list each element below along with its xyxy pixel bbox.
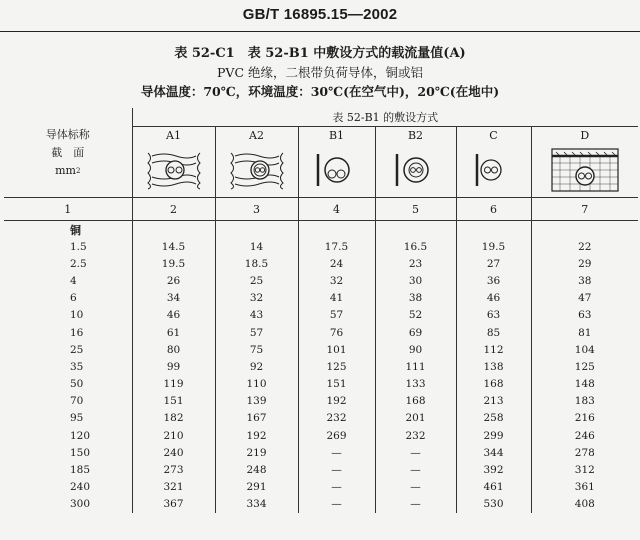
column-number-row bbox=[4, 198, 638, 221]
conductor-size-cell: 6 bbox=[70, 292, 77, 305]
ampacity-value-cell: 168 bbox=[456, 376, 531, 393]
column-number: 6 bbox=[456, 198, 531, 221]
ampacity-value-cell: 43 bbox=[215, 307, 298, 324]
conductor-size-cell: 25 bbox=[70, 343, 84, 356]
table-row bbox=[4, 444, 638, 461]
method-label-d: D bbox=[531, 127, 638, 144]
method-d-icon bbox=[550, 147, 620, 193]
ampacity-value-cell: 92 bbox=[215, 358, 298, 375]
ampacity-value-cell: 258 bbox=[456, 410, 531, 427]
ampacity-value-cell: — bbox=[375, 479, 456, 496]
ampacity-value-cell: 32 bbox=[298, 272, 375, 289]
ampacity-value-cell: 125 bbox=[298, 358, 375, 375]
ampacity-value-cell: 38 bbox=[531, 272, 638, 289]
ampacity-value-cell: 14 bbox=[215, 238, 298, 255]
ampacity-value-cell: 17.5 bbox=[298, 238, 375, 255]
ampacity-value-cell: 112 bbox=[456, 341, 531, 358]
ampacity-value-cell: 151 bbox=[132, 393, 215, 410]
ampacity-value-cell: 57 bbox=[298, 307, 375, 324]
ampacity-value-cell: 138 bbox=[456, 358, 531, 375]
ampacity-value-cell: 168 bbox=[375, 393, 456, 410]
method-label-a1: A1 bbox=[132, 127, 215, 144]
method-d-cell bbox=[531, 143, 638, 198]
table-row bbox=[4, 496, 638, 513]
ampacity-value-cell: 29 bbox=[531, 255, 638, 272]
ampacity-value-cell: 216 bbox=[531, 410, 638, 427]
section-row-copper bbox=[4, 221, 638, 239]
column-number: 4 bbox=[298, 198, 375, 221]
ampacity-value-cell: 392 bbox=[456, 461, 531, 478]
conductor-size-cell: 185 bbox=[70, 464, 91, 477]
ampacity-value-cell: 119 bbox=[132, 376, 215, 393]
ampacity-value-cell: 240 bbox=[132, 444, 215, 461]
ampacity-value-cell: 57 bbox=[215, 324, 298, 341]
ampacity-value-cell: 461 bbox=[456, 479, 531, 496]
table-row bbox=[4, 307, 638, 324]
ampacity-value-cell: 291 bbox=[215, 479, 298, 496]
conductor-size-cell: 300 bbox=[70, 498, 91, 511]
ampacity-value-cell: 81 bbox=[531, 324, 638, 341]
size-header-line1: 导体标称 bbox=[45, 127, 90, 141]
table-row bbox=[4, 393, 638, 410]
ampacity-value-cell: 232 bbox=[375, 427, 456, 444]
ampacity-value-cell: 278 bbox=[531, 444, 638, 461]
table-row bbox=[4, 410, 638, 427]
ampacity-value-cell: 61 bbox=[132, 324, 215, 341]
table-row bbox=[4, 272, 638, 289]
ampacity-value-cell: 334 bbox=[215, 496, 298, 513]
ampacity-value-cell: 232 bbox=[298, 410, 375, 427]
ampacity-value-cell: 210 bbox=[132, 427, 215, 444]
ampacity-value-cell: 273 bbox=[132, 461, 215, 478]
conductor-size-cell: 2.5 bbox=[70, 257, 87, 270]
conductor-size-cell: 50 bbox=[70, 378, 84, 391]
ampacity-value-cell: 133 bbox=[375, 376, 456, 393]
ampacity-value-cell: 101 bbox=[298, 341, 375, 358]
ampacity-value-cell: 52 bbox=[375, 307, 456, 324]
ampacity-value-cell: — bbox=[298, 461, 375, 478]
ampacity-value-cell: 192 bbox=[298, 393, 375, 410]
table-row bbox=[4, 341, 638, 358]
method-a2-icon bbox=[227, 150, 287, 190]
ampacity-value-cell: 34 bbox=[132, 290, 215, 307]
ampacity-value-cell: 63 bbox=[531, 307, 638, 324]
table-conditions: 导体温度：70℃，环境温度：30℃(在空气中)，20℃(在地中) bbox=[140, 84, 500, 99]
ampacity-value-cell: 213 bbox=[456, 393, 531, 410]
ampacity-value-cell: 111 bbox=[375, 358, 456, 375]
method-b2-icon bbox=[391, 150, 441, 190]
ampacity-value-cell: 24 bbox=[298, 255, 375, 272]
ampacity-value-cell: 25 bbox=[215, 272, 298, 289]
conductor-size-cell: 4 bbox=[70, 274, 77, 287]
table-row bbox=[4, 479, 638, 496]
ampacity-value-cell: 248 bbox=[215, 461, 298, 478]
conductor-size-cell: 1.5 bbox=[70, 240, 87, 253]
ampacity-value-cell: 46 bbox=[132, 307, 215, 324]
ampacity-value-cell: 246 bbox=[531, 427, 638, 444]
ampacity-value-cell: 14.5 bbox=[132, 238, 215, 255]
ampacity-value-cell: 148 bbox=[531, 376, 638, 393]
ampacity-value-cell: 182 bbox=[132, 410, 215, 427]
ampacity-value-cell: 90 bbox=[375, 341, 456, 358]
ampacity-value-cell: 104 bbox=[531, 341, 638, 358]
ampacity-value-cell: 85 bbox=[456, 324, 531, 341]
ampacity-value-cell: 344 bbox=[456, 444, 531, 461]
column-number: 1 bbox=[4, 198, 132, 221]
ampacity-value-cell: — bbox=[375, 461, 456, 478]
conductor-size-cell: 240 bbox=[70, 481, 91, 494]
ampacity-value-cell: 269 bbox=[298, 427, 375, 444]
section-label-copper: 铜 bbox=[70, 223, 81, 237]
table-subtitle: PVC 绝缘，二根带负荷导体，铜或铝 bbox=[217, 65, 423, 80]
ampacity-value-cell: 139 bbox=[215, 393, 298, 410]
ampacity-value-cell: — bbox=[298, 444, 375, 461]
ampacity-value-cell: 361 bbox=[531, 479, 638, 496]
ampacity-value-cell: 167 bbox=[215, 410, 298, 427]
method-label-c: C bbox=[456, 127, 531, 144]
method-group-header: 表 52-B1 的敷设方式 bbox=[132, 108, 638, 127]
ampacity-value-cell: 19.5 bbox=[132, 255, 215, 272]
table-title: 表 52-C1 表 52-B1 中敷设方式的载流量值(A) bbox=[174, 46, 466, 61]
ampacity-value-cell: 76 bbox=[298, 324, 375, 341]
ampacity-value-cell: 80 bbox=[132, 341, 215, 358]
table-row bbox=[4, 358, 638, 375]
ampacity-value-cell: 151 bbox=[298, 376, 375, 393]
method-c-icon bbox=[469, 150, 519, 190]
ampacity-value-cell: 30 bbox=[375, 272, 456, 289]
ampacity-table bbox=[4, 108, 638, 513]
ampacity-value-cell: 219 bbox=[215, 444, 298, 461]
ampacity-value-cell: 38 bbox=[375, 290, 456, 307]
conductor-size-cell: 95 bbox=[70, 412, 84, 425]
ampacity-value-cell: 321 bbox=[132, 479, 215, 496]
size-column-header bbox=[4, 108, 132, 198]
ampacity-value-cell: 183 bbox=[531, 393, 638, 410]
table-row bbox=[4, 255, 638, 272]
conductor-size-cell: 150 bbox=[70, 446, 91, 459]
size-header-line2: 截 面 bbox=[51, 145, 85, 159]
ampacity-value-cell: 22 bbox=[531, 238, 638, 255]
ampacity-value-cell: — bbox=[298, 496, 375, 513]
ampacity-value-cell: 46 bbox=[456, 290, 531, 307]
method-label-a2: A2 bbox=[215, 127, 298, 144]
conductor-size-cell: 120 bbox=[70, 429, 91, 442]
method-label-b2: B2 bbox=[375, 127, 456, 144]
ampacity-value-cell: 16.5 bbox=[375, 238, 456, 255]
ampacity-value-cell: 23 bbox=[375, 255, 456, 272]
ampacity-value-cell: 41 bbox=[298, 290, 375, 307]
method-b1-cell bbox=[298, 143, 375, 198]
ampacity-value-cell: 201 bbox=[375, 410, 456, 427]
ampacity-value-cell: 125 bbox=[531, 358, 638, 375]
column-number: 5 bbox=[375, 198, 456, 221]
ampacity-value-cell: 110 bbox=[215, 376, 298, 393]
method-a2-cell bbox=[215, 143, 298, 198]
method-b2-cell bbox=[375, 143, 456, 198]
method-b1-icon bbox=[312, 150, 362, 190]
table-row bbox=[4, 290, 638, 307]
ampacity-value-cell: 69 bbox=[375, 324, 456, 341]
ampacity-value-cell: 367 bbox=[132, 496, 215, 513]
ampacity-value-cell: — bbox=[375, 496, 456, 513]
conductor-size-cell: 10 bbox=[70, 309, 84, 322]
method-c-cell bbox=[456, 143, 531, 198]
column-number: 3 bbox=[215, 198, 298, 221]
ampacity-value-cell: 63 bbox=[456, 307, 531, 324]
ampacity-value-cell: 299 bbox=[456, 427, 531, 444]
column-number: 7 bbox=[531, 198, 638, 221]
method-a1-icon bbox=[144, 150, 204, 190]
ampacity-value-cell: 32 bbox=[215, 290, 298, 307]
table-title-block bbox=[0, 44, 640, 101]
standard-number: GB/T 16895.15—2002 bbox=[242, 6, 398, 23]
ampacity-value-cell: 530 bbox=[456, 496, 531, 513]
ampacity-value-cell: — bbox=[375, 444, 456, 461]
table-row bbox=[4, 461, 638, 478]
table-row bbox=[4, 376, 638, 393]
ampacity-value-cell: — bbox=[298, 479, 375, 496]
conductor-size-cell: 16 bbox=[70, 326, 84, 339]
ampacity-value-cell: 192 bbox=[215, 427, 298, 444]
method-label-b1: B1 bbox=[298, 127, 375, 144]
table-row bbox=[4, 238, 638, 255]
ampacity-value-cell: 18.5 bbox=[215, 255, 298, 272]
ampacity-value-cell: 27 bbox=[456, 255, 531, 272]
ampacity-value-cell: 19.5 bbox=[456, 238, 531, 255]
ampacity-value-cell: 312 bbox=[531, 461, 638, 478]
ampacity-value-cell: 26 bbox=[132, 272, 215, 289]
conductor-size-cell: 70 bbox=[70, 395, 84, 408]
ampacity-value-cell: 99 bbox=[132, 358, 215, 375]
size-unit-sup: 2 bbox=[75, 166, 81, 175]
header-rule bbox=[0, 31, 640, 32]
table-row bbox=[4, 324, 638, 341]
column-number: 2 bbox=[132, 198, 215, 221]
size-header-unit bbox=[4, 162, 132, 180]
conductor-size-cell: 35 bbox=[70, 360, 84, 373]
ampacity-value-cell: 36 bbox=[456, 272, 531, 289]
ampacity-value-cell: 408 bbox=[531, 496, 638, 513]
table-row bbox=[4, 427, 638, 444]
size-unit: mm bbox=[55, 163, 76, 177]
method-a1-cell bbox=[132, 143, 215, 198]
ampacity-value-cell: 47 bbox=[531, 290, 638, 307]
table-body bbox=[4, 238, 638, 513]
ampacity-value-cell: 75 bbox=[215, 341, 298, 358]
